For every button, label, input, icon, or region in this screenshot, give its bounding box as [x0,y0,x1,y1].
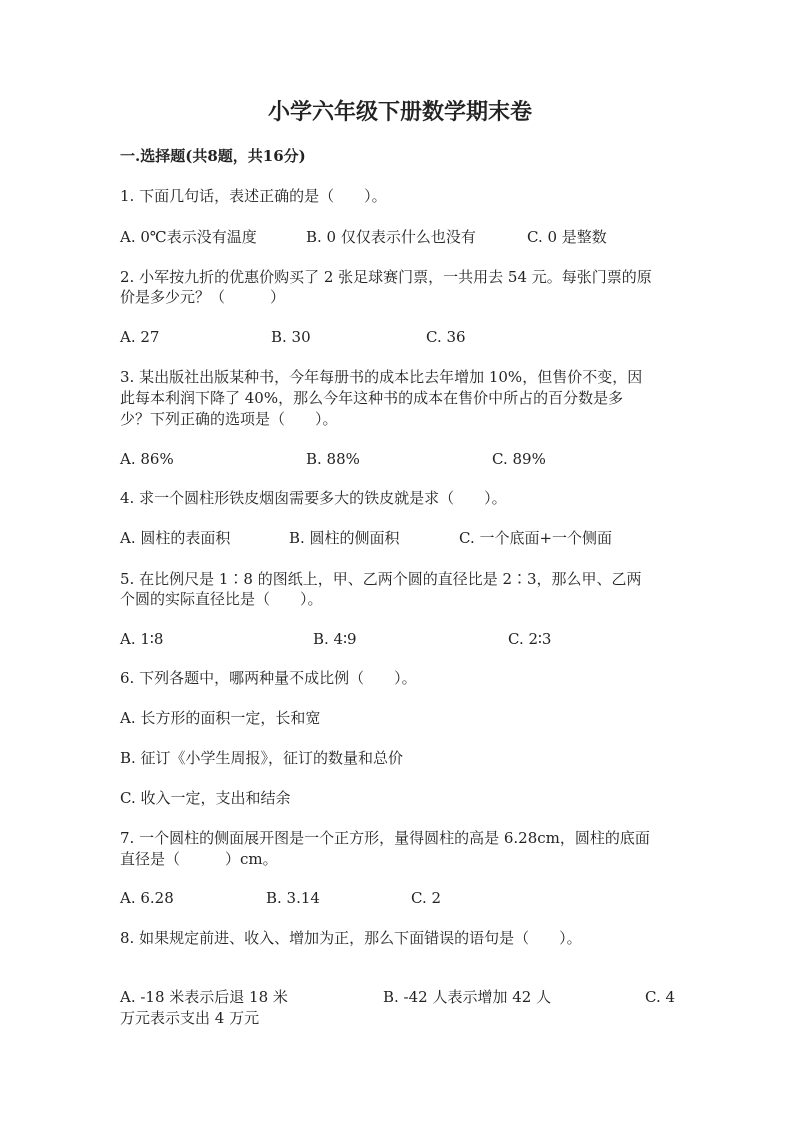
question-3-text-line-3: 少？下列正确的选项是（ ）。 [120,410,338,428]
question-3-text-line-1: 3. 某出版社出版某种书，今年每册书的成本比去年增加 10%，但售价不变，因 [120,368,643,386]
question-8-option-b: B. -42 人表示增加 42 人 [383,988,552,1006]
question-5-option-c: C. 2∶3 [508,630,552,648]
question-3-text-line-2: 此每本利润下降了 40%，那么今年这种书的成本在售价中所占的百分数是多 [120,389,624,407]
question-8-option-c-continued: 万元表示支出 4 万元 [120,1009,260,1027]
question-7-text-line-1: 7. 一个圆柱的侧面展开图是一个正方形，量得圆柱的高是 6.28cm，圆柱的底面 [120,829,650,847]
question-8-option-c: C. 4 [645,988,676,1006]
question-3-option-a: A. 86% [120,450,174,468]
question-8-text: 8. 如果规定前进、收入、增加为正，那么下面错误的语句是（ ）。 [120,929,582,947]
question-2-text-line-1: 2. 小军按九折的优惠价购买了 2 张足球赛门票，一共用去 54 元。每张门票的原 [120,268,652,286]
section-heading: 一.选择题(共8题，共16分) [120,147,306,165]
page-title: 小学六年级下册数学期末卷 [267,99,532,125]
question-4-option-b: B. 圆柱的侧面积 [289,529,400,547]
question-3-option-c: C. 89% [492,450,546,468]
question-7-option-b: B. 3.14 [266,889,320,907]
question-4-option-a: A. 圆柱的表面积 [120,529,231,547]
question-2-option-a: A. 27 [120,328,160,346]
question-3-option-b: B. 88% [306,450,360,468]
question-4-text: 4. 求一个圆柱形铁皮烟囱需要多大的铁皮就是求（ ）。 [120,489,507,507]
question-6-text: 6. 下列各题中，哪两种量不成比例（ ）。 [120,669,417,687]
question-1-option-c: C. 0 是整数 [527,228,607,246]
question-1-text: 1. 下面几句话，表述正确的是（ ）。 [120,187,387,205]
question-2-option-b: B. 30 [271,328,311,346]
question-8-option-a: A. -18 米表示后退 18 米 [120,988,288,1006]
question-5-text-line-1: 5. 在比例尺是 1∶8 的图纸上，甲、乙两个圆的直径比是 2∶3，那么甲、乙两 [120,570,642,588]
question-5-option-b: B. 4∶9 [313,630,357,648]
question-7-text-line-2: 直径是（ ）cm。 [120,850,278,868]
question-1-option-b: B. 0 仅仅表示什么也没有 [306,228,476,246]
question-6-option-a: A. 长方形的面积一定，长和宽 [120,709,321,727]
question-1-option-a: A. 0℃表示没有温度 [120,228,257,246]
question-5-option-a: A. 1∶8 [120,630,164,648]
question-4-option-c: C. 一个底面+一个侧面 [459,529,613,547]
question-7-option-c: C. 2 [411,889,442,907]
question-6-option-c: C. 收入一定，支出和结余 [120,789,291,807]
question-2-option-c: C. 36 [426,328,466,346]
question-6-option-b: B. 征订《小学生周报》，征订的数量和总价 [120,749,404,767]
question-5-text-line-2: 个圆的实际直径比是（ ）。 [120,590,323,608]
question-2-text-line-2: 价是多少元？（ ） [120,288,286,306]
question-7-option-a: A. 6.28 [120,889,174,907]
